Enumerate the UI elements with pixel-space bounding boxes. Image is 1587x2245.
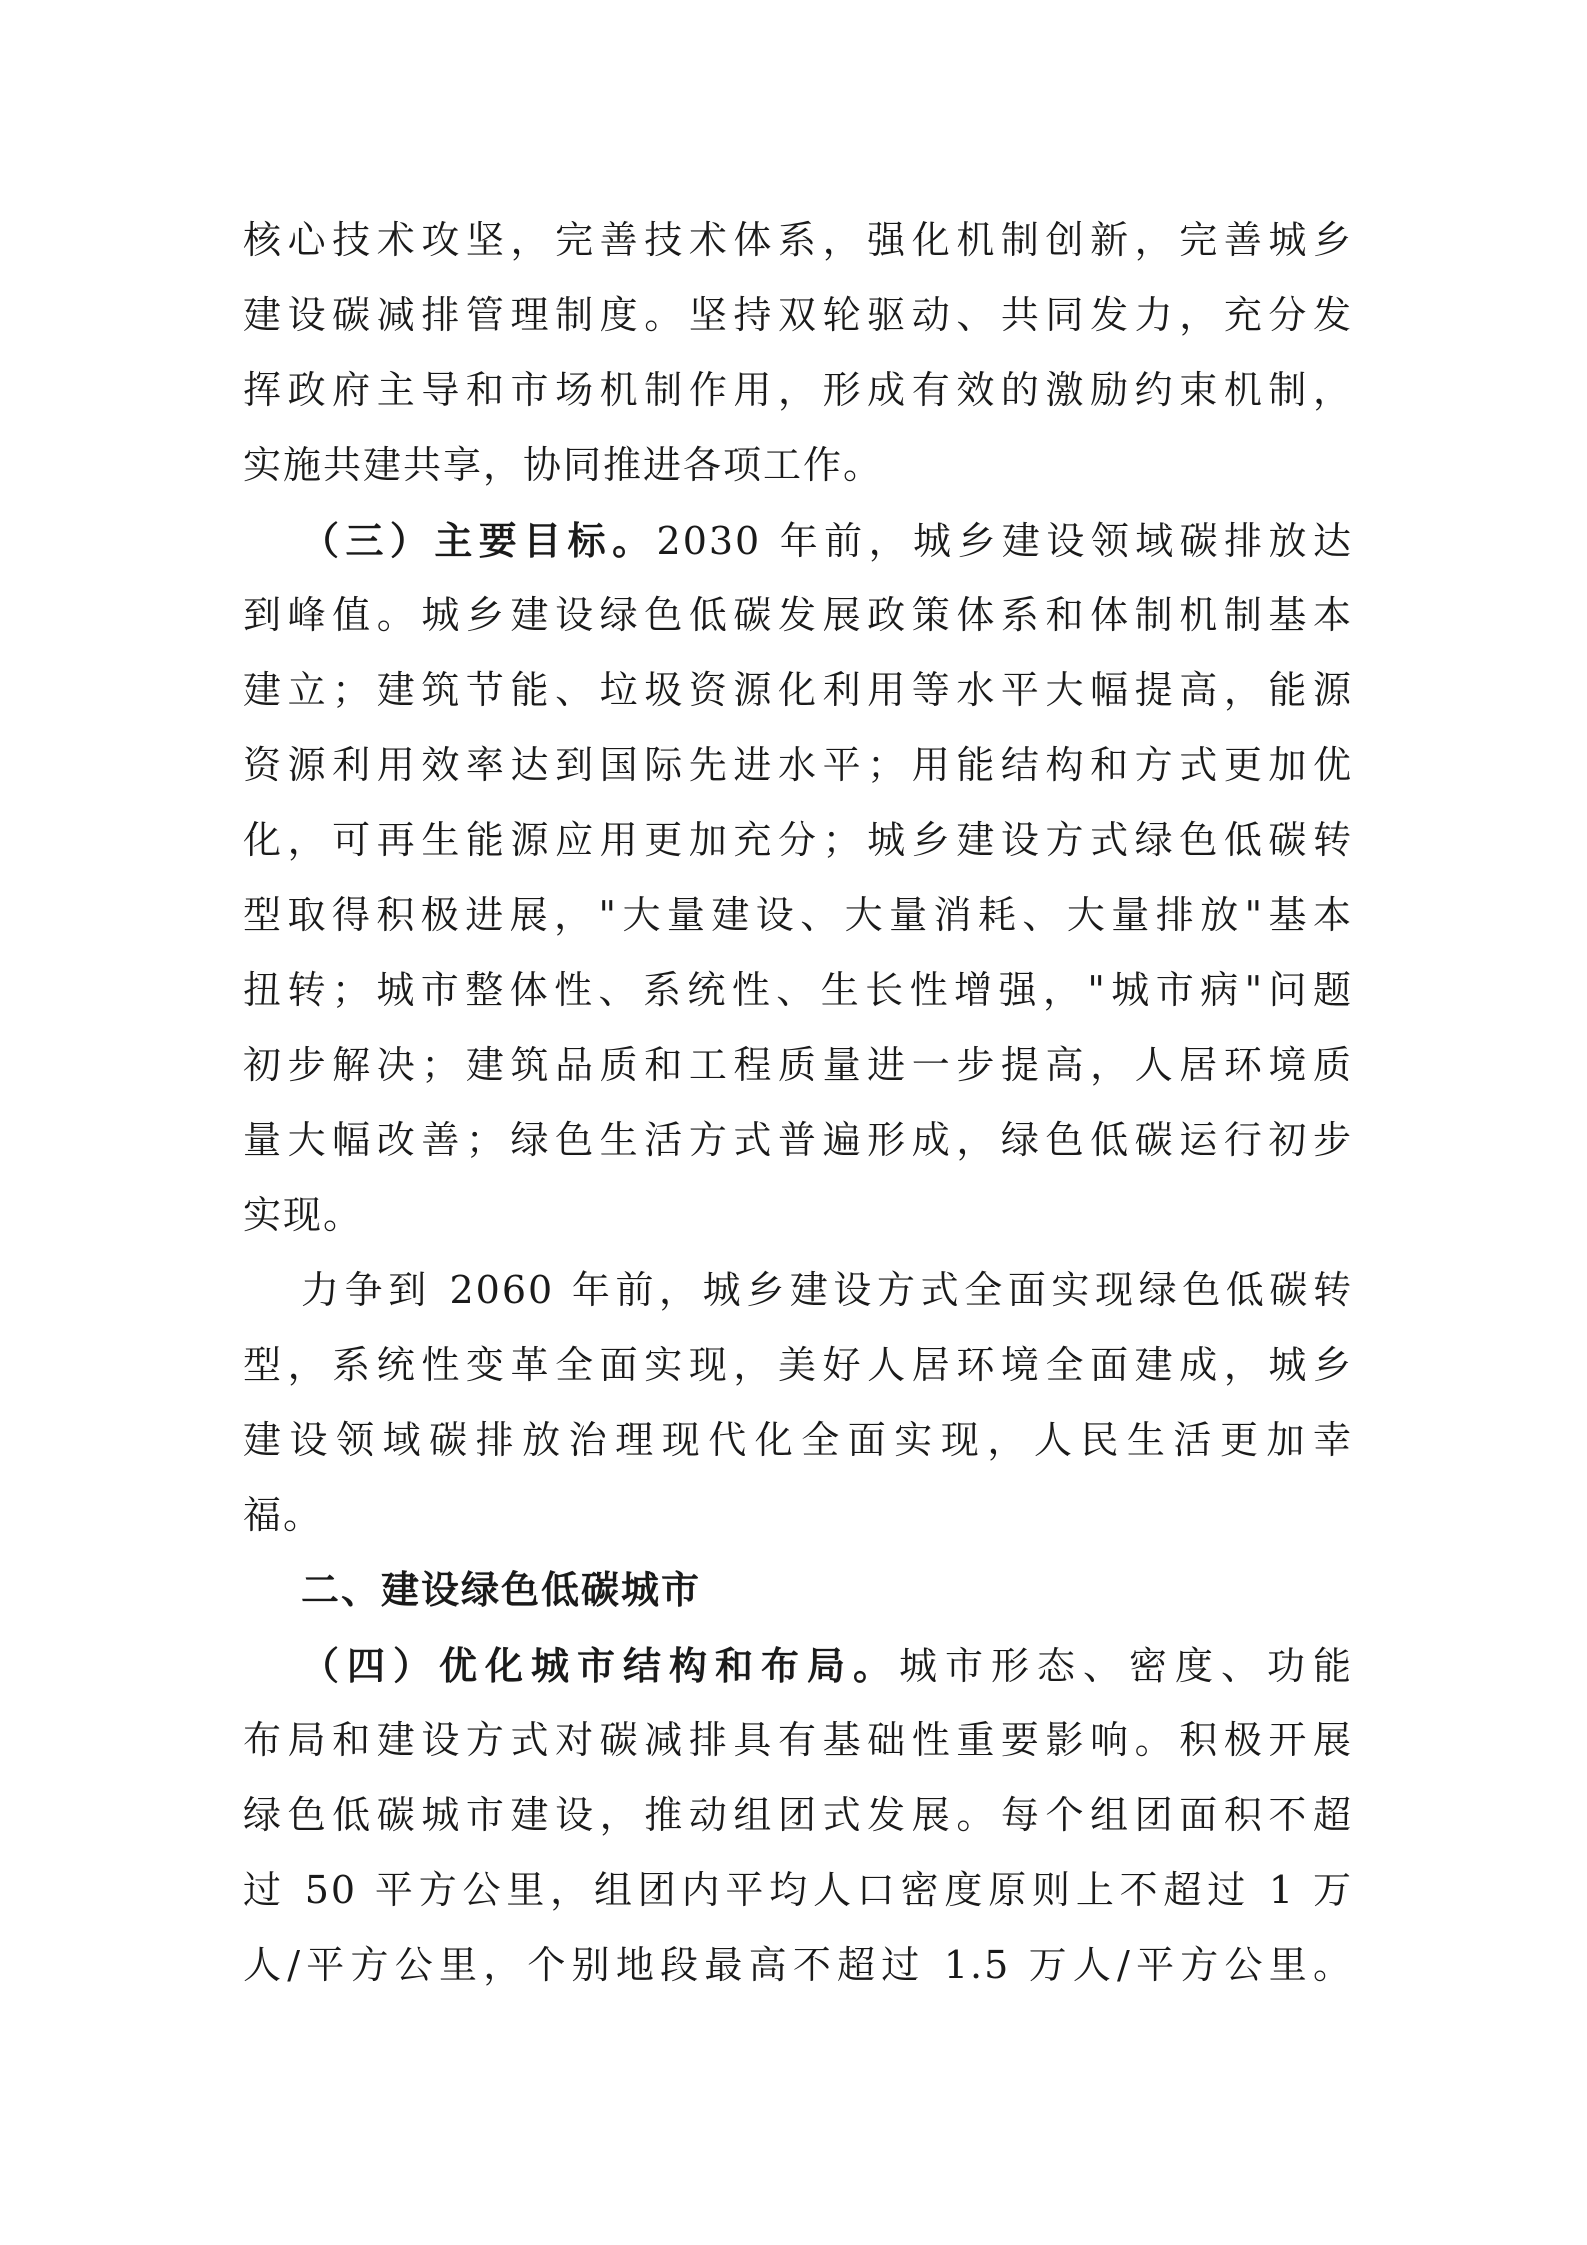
text-line: 建立；建筑节能、垃圾资源化利用等水平大幅提高，能源: [243, 668, 1353, 712]
text-line: [243, 503, 1353, 578]
text-line: 量大幅改善；绿色生活方式普遍形成，绿色低碳运行初步: [243, 1118, 1353, 1162]
text-line: 核心技术攻坚，完善技术体系，强化机制创新，完善城乡: [243, 218, 1353, 262]
text-line: 建设领域碳排放治理现代化全面实现，人民生活更加幸: [243, 1418, 1353, 1462]
text-line: 实施共建共享，协同推进各项工作。: [243, 443, 884, 487]
text-line: 布局和建设方式对碳减排具有基础性重要影响。积极开展: [243, 1718, 1353, 1762]
section-subtitle-optimize-structure: （四）优化城市结构和布局。: [301, 1643, 899, 1688]
text-line: 实现。: [243, 1193, 364, 1237]
text-line: 过 50 平方公里，组团内平均人口密度原则上不超过 1 万: [243, 1868, 1353, 1912]
text-line: 型取得积极进展，"大量建设、大量消耗、大量排放"基本: [243, 893, 1353, 937]
text-line: 型，系统性变革全面实现，美好人居环境全面建成，城乡: [243, 1343, 1353, 1387]
text-line: 建设碳减排管理制度。坚持双轮驱动、共同发力，充分发: [243, 293, 1353, 337]
text-line: 化，可再生能源应用更加充分；城乡建设方式绿色低碳转: [243, 818, 1353, 862]
text-run: 2030 年前，城乡建设领域碳排放达: [656, 519, 1353, 563]
text-line: 到峰值。城乡建设绿色低碳发展政策体系和体制机制基本: [243, 593, 1353, 637]
text-line: 扭转；城市整体性、系统性、生长性增强，"城市病"问题: [243, 968, 1353, 1012]
document-body: [243, 203, 1353, 2003]
section-heading: 二、建设绿色低碳城市: [301, 1568, 702, 1612]
section-subtitle-main-goals: （三）主要目标。: [301, 518, 657, 563]
text-line: 挥政府主导和市场机制作用，形成有效的激励约束机制，: [243, 368, 1353, 412]
text-line: 初步解决；建筑品质和工程质量进一步提高，人居环境质: [243, 1043, 1353, 1087]
text-run: 城市形态、密度、功能: [898, 1644, 1353, 1688]
text-line: 绿色低碳城市建设，推动组团式发展。每个组团面积不超: [243, 1793, 1353, 1837]
text-line: 资源利用效率达到国际先进水平；用能结构和方式更加优: [243, 743, 1353, 787]
text-line: [243, 1628, 1353, 1703]
text-line: 力争到 2060 年前，城乡建设方式全面实现绿色低碳转: [301, 1268, 1353, 1312]
text-line: 人/平方公里，个别地段最高不超过 1.5 万人/平方公里。: [243, 1943, 1353, 1987]
text-line: 福。: [243, 1493, 324, 1537]
